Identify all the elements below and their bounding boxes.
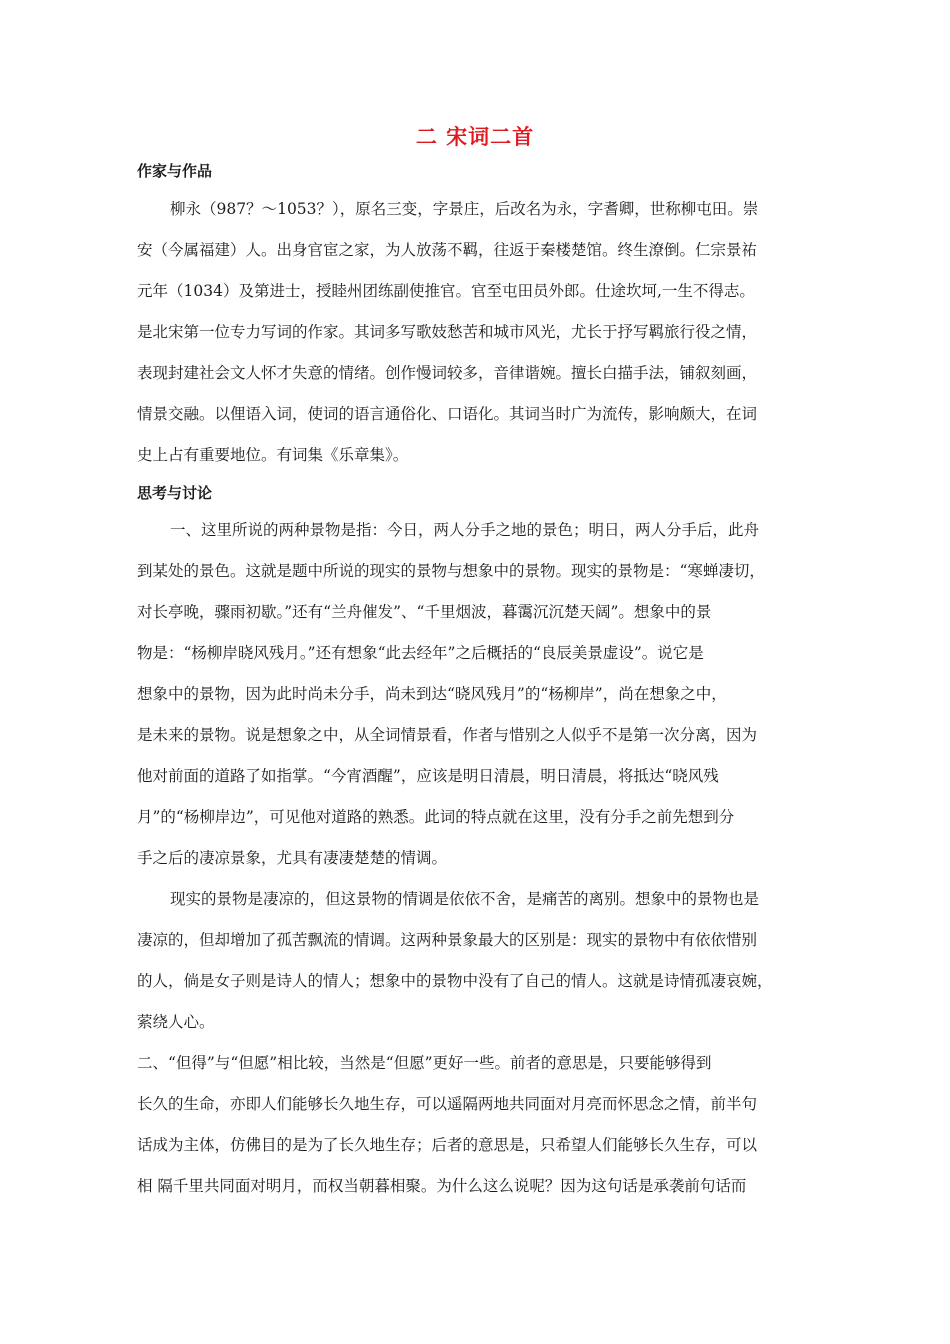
paragraph-line: 表现封建社会文人怀才失意的情绪。创作慢词较多，音律谐婉。擅长白描手法，铺叙刻画， — [137, 364, 758, 382]
paragraph-line: 二、“但得”与“但愿”相比较，当然是“但愿”更好一些。前者的意思是，只要能够得到 — [137, 1054, 712, 1072]
paragraph-line: 对长亭晚，骤雨初歇。”还有“兰舟催发”、“千里烟波，暮霭沉沉楚天阔”。想象中的景 — [137, 603, 712, 621]
paragraph-line: 相 隔千里共同面对明月，而权当朝暮相聚。为什么这么说呢？因为这句话是承袭前句话而 — [137, 1177, 747, 1195]
paragraph-line: 长久的生命，亦即人们能够长久地生存，可以遥隔两地共同面对月亮而怀思念之情，前半句 — [137, 1095, 758, 1113]
paragraph-line: 月”的“杨柳岸边”，可见他对道路的熟悉。此词的特点就在这里，没有分手之前先想到分 — [137, 808, 735, 826]
paragraph-line: 是北宋第一位专力写词的作家。其词多写歌妓愁苦和城市风光，尤长于抒写羁旅行役之情， — [137, 323, 758, 341]
paragraph-line: 史上占有重要地位。有词集《乐章集》。 — [137, 446, 409, 464]
page-title: 二 宋词二首 — [415, 124, 535, 149]
paragraph-line: 是未来的景物。说是想象之中，从全词情景看，作者与惜别之人似乎不是第一次分离，因为 — [137, 726, 758, 744]
paragraph-line: 想象中的景物，因为此时尚未分手，尚未到达“晓风残月”的“杨柳岸”，尚在想象之中， — [137, 685, 727, 703]
paragraph-line: 物是：“杨柳岸晓风残月。”还有想象“此去经年”之后概括的“良辰美景虚设”。说它是 — [137, 644, 704, 662]
paragraph-line: 萦绕人心。 — [137, 1013, 215, 1031]
paragraph-line: 现实的景物是凄凉的，但这景物的情调是依依不舍，是痛苦的离别。想象中的景物也是 — [170, 890, 760, 908]
paragraph-line: 手之后的凄凉景象，尤具有凄凄楚楚的情调。 — [137, 849, 448, 867]
paragraph-line: 到某处的景色。这就是题中所说的现实的景物与想象中的景物。现实的景物是：“寒蝉凄切， — [137, 562, 765, 580]
paragraph-line: 情景交融。以俚语入词，使词的语言通俗化、口语化。其词当时广为流传，影响颇大，在词 — [137, 405, 758, 423]
paragraph-line: 他对前面的道路了如指掌。“今宵酒醒”，应该是明日清晨，明日清晨，将抵达“晓风残 — [137, 767, 719, 785]
paragraph-line: 的人，倘是女子则是诗人的情人；想象中的景物中没有了自己的情人。这就是诗情孤凄哀婉， — [137, 972, 773, 990]
paragraph-line: 元年（1034）及第进士，授睦州团练副使推官。官至屯田员外郎。仕途坎坷,一生不得志。 — [137, 282, 755, 300]
paragraph-line: 一、这里所说的两种景物是指：今日，两人分手之地的景色；明日，两人分手后，此舟 — [170, 521, 760, 539]
paragraph-line: 柳永（987？～1053？），原名三变，字景庄，后改名为永，字耆卿，世称柳屯田。崇 — [170, 200, 759, 218]
section-heading-author: 作家与作品 — [137, 162, 213, 180]
paragraph-line: 安（今属福建）人。出身官宦之家，为人放荡不羁，往返于秦楼楚馆。终生潦倒。仁宗景祐 — [137, 241, 758, 259]
paragraph-line: 话成为主体，仿佛目的是为了长久地生存；后者的意思是，只希望人们能够长久生存，可以 — [137, 1136, 758, 1154]
section-heading-discussion: 思考与讨论 — [137, 484, 213, 502]
paragraph-line: 凄凉的，但却增加了孤苦飘流的情调。这两种景象最大的区别是：现实的景物中有依依惜别 — [137, 931, 758, 949]
